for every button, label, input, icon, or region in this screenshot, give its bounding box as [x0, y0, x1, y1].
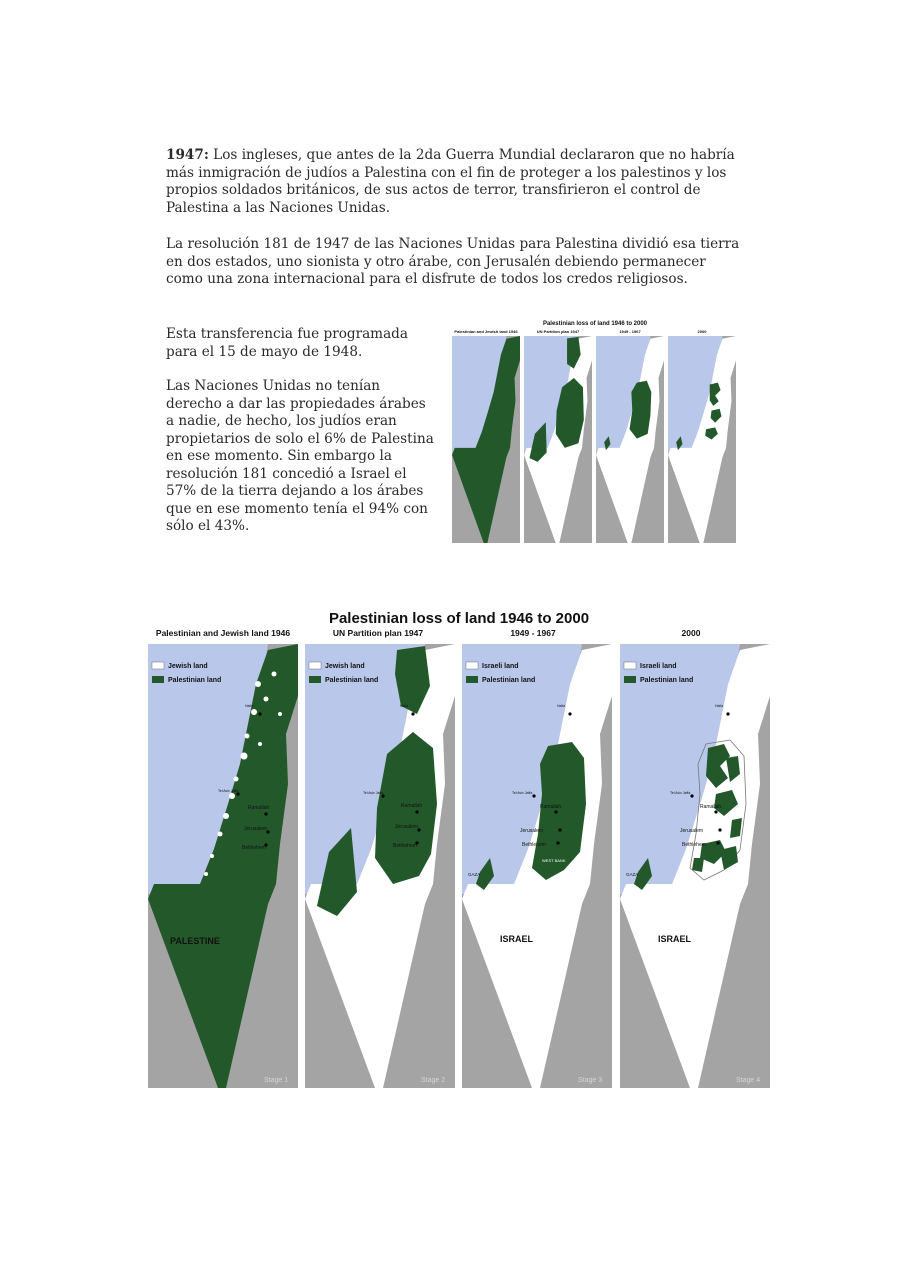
- small-map-stage-4: [668, 329, 736, 543]
- city-haifa: Haifa: [557, 704, 566, 708]
- legend-white-label: Jewish land: [325, 663, 365, 670]
- country-label-palestine: PALESTINE: [170, 936, 220, 946]
- city-tel-aviv: Tel Aviv Jaffa: [363, 791, 384, 795]
- map-panel-stage-4: [620, 644, 770, 1088]
- figure-title: Palestinian loss of land 1946 to 2000: [328, 610, 590, 627]
- city-jerusalem: Jerusalem: [395, 824, 419, 830]
- region-gaza: GAZA: [468, 872, 481, 877]
- legend-green-label: Palestinian land: [325, 677, 379, 684]
- city-ramallah: Ramallah: [401, 803, 423, 809]
- city-ramallah: Ramallah: [700, 804, 722, 810]
- city-bethlehem: Bethlehem: [393, 843, 417, 849]
- city-jerusalem: Jerusalem: [680, 828, 704, 834]
- city-jerusalem: Jerusalem: [244, 826, 268, 832]
- paragraph-transfer: Esta transferencia fue programada para el 15 de mayo de 1948.: [166, 326, 408, 360]
- city-ramallah: Ramallah: [248, 805, 270, 811]
- panel-subtitle-1946: Palestinian and Jewish land 1946: [155, 628, 291, 638]
- paragraph-1947: [166, 147, 746, 217]
- small-figure-title: Palestinian loss of land 1946 to 2000: [542, 321, 648, 327]
- city-bethlehem: Bethlehem: [522, 842, 546, 848]
- small-map-svg: [596, 336, 664, 543]
- small-map-stage-3: [596, 329, 664, 543]
- panel-subtitle-1947: UN Partition plan 1947: [332, 628, 424, 638]
- year-label: 1947:: [166, 147, 209, 163]
- city-ramallah: Ramallah: [540, 804, 562, 810]
- legend-white-label: Jewish land: [168, 663, 208, 670]
- map-svg-stage-2: [305, 644, 455, 1088]
- large-map-figure: [148, 606, 770, 1086]
- small-map-stage-1: [452, 329, 520, 543]
- small-map-svg: [524, 336, 592, 543]
- small-map-subtitle: 1949 - 1967: [619, 329, 641, 334]
- paragraph-resolution: La resolución 181 de 1947 de las Naciones Unidas para Palestina dividió esa tierra en dos estados, uno sionista y otro árabe, con Jerusalén debiendo permanecer como una zona internacional para el disfrute de todos los credos religiosos.: [166, 236, 740, 287]
- stage-label: Stage 1: [264, 1077, 289, 1084]
- map-panel-stage-1: [148, 644, 298, 1088]
- small-map-svg: [668, 336, 736, 543]
- legend-green-label: Palestinian land: [640, 677, 694, 684]
- city-haifa: Haifa: [400, 704, 409, 708]
- country-label-israel: ISRAEL: [658, 934, 692, 944]
- city-tel-aviv: Tel Aviv Jaffa: [218, 789, 239, 793]
- paragraph-un-rights: Las Naciones Unidas no tenían derecho a dar las propiedades árabes a nadie, de hecho, los judíos eran propietarios de solo el 6% de Palestina en ese momento. Sin embargo la resolución 181 concedió a Israel el 57% de la tierra dejando a los árabes que en ese momento tenía el 94% con sólo el 43%.: [166, 378, 434, 534]
- paragraph-1-text: Los ingleses, que antes de la 2da Guerra Mundial declararon que no habría más inmigración de judíos a Palestina con el fin de proteger a los palestinos y los propios soldados británicos, de sus actos de terror, transfirieron el control de Palestina a las Naciones Unidas.: [166, 147, 735, 216]
- stage-label: Stage 3: [578, 1077, 603, 1084]
- legend-white-label: Israeli land: [482, 663, 519, 670]
- stage-label: Stage 4: [736, 1077, 761, 1084]
- legend-green-label: Palestinian land: [168, 677, 222, 684]
- stage-label: Stage 2: [421, 1077, 446, 1084]
- city-tel-aviv: Tel Aviv Jaffa: [512, 791, 533, 795]
- map-panel-stage-2: [305, 644, 455, 1088]
- panel-subtitle-1949-1967: 1949 - 1967: [510, 628, 556, 638]
- legend-green-label: Palestinian land: [482, 677, 536, 684]
- small-map-svg: [452, 336, 520, 543]
- legend-white-label: Israeli land: [640, 663, 677, 670]
- city-jerusalem: Jerusalem: [520, 828, 544, 834]
- city-tel-aviv: Tel Aviv Jaffa: [670, 791, 691, 795]
- map-panel-stage-3: [462, 644, 612, 1088]
- small-map-subtitle: UN Partition plan 1947: [536, 329, 580, 334]
- panel-subtitle-2000: 2000: [681, 628, 701, 638]
- small-map-subtitle: Palestinian and Jewish land 1946: [454, 329, 518, 334]
- country-label-israel: ISRAEL: [500, 934, 534, 944]
- small-map-stage-2: [524, 329, 592, 543]
- city-bethlehem: Bethlehem: [242, 845, 266, 851]
- region-gaza: GAZA: [626, 872, 639, 877]
- map-svg-stage-4: [620, 644, 770, 1088]
- small-map-subtitle: 2000: [697, 329, 707, 334]
- city-bethlehem: Bethlehem: [682, 842, 706, 848]
- city-haifa: Haifa: [245, 704, 254, 708]
- map-svg-stage-3: [462, 644, 612, 1088]
- small-map-figure: [452, 321, 738, 543]
- region-west-bank: WEST BANK: [542, 858, 566, 863]
- city-haifa: Haifa: [715, 704, 724, 708]
- map-svg-stage-1: [148, 644, 298, 1088]
